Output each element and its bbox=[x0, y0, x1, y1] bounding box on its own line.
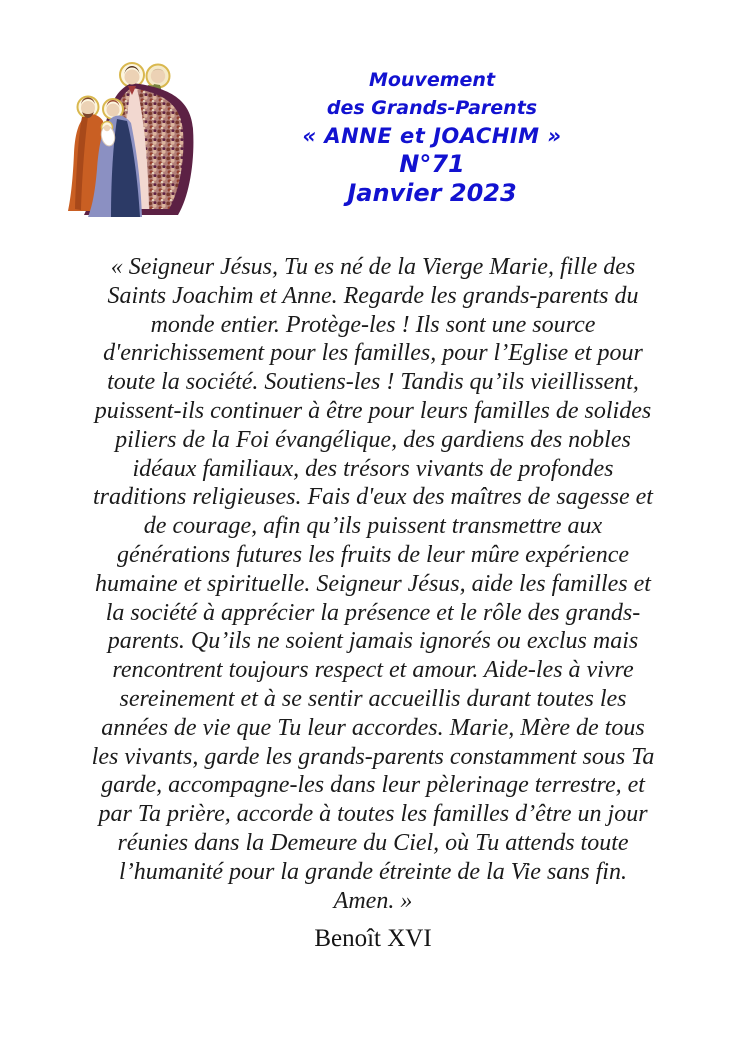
masthead-line-anne-joachim: « ANNE et JOACHIM » bbox=[302, 124, 562, 148]
prayer-line: l’humanité pour la grande étreinte de la Vie sans fin. bbox=[119, 858, 627, 885]
prayer-line: d'enrichissement pour les familles, pour l’Eglise et pour bbox=[103, 340, 643, 367]
prayer-line: monde entier. Protège-les ! Ils sont une source bbox=[150, 311, 596, 338]
prayer-line: « Seigneur Jésus, Tu es né de la Vierge Marie, fille des bbox=[110, 254, 636, 280]
prayer-line: de courage, afin qu’ils puissent transmettre aux bbox=[143, 513, 603, 540]
prayer-line: années de vie que Tu leur accordes. Marie, Mère de tous bbox=[101, 714, 645, 741]
prayer-line: les vivants, garde les grands-parents constamment sous Ta bbox=[91, 743, 655, 770]
prayer-line: traditions religieuses. Fais d'eux des maîtres de sagesse et bbox=[93, 484, 653, 511]
saints-family-illustration-graphic bbox=[58, 57, 228, 222]
prayer-line: réunies dans la Demeure du Ciel, où Tu attends toute bbox=[117, 829, 629, 856]
prayer-line: idéaux familiaux, des trésors vivants de profondes bbox=[132, 455, 614, 482]
prayer-line: parents. Qu’ils ne soient jamais ignorés ou exclus mais bbox=[107, 628, 639, 655]
prayer-line: toute la société. Soutiens-les ! Tandis qu’ils vieillissent, bbox=[107, 369, 639, 396]
prayer-text bbox=[0, 253, 746, 915]
prayer-line: Amen. » bbox=[333, 887, 413, 914]
prayer-line: générations futures les fruits de leur mûre expérience bbox=[116, 541, 630, 568]
saints-family-illustration bbox=[58, 57, 228, 222]
prayer-line: piliers de la Foi évangélique, des gardiens des nobles bbox=[115, 426, 631, 453]
masthead-line-issue-number: N°71 bbox=[399, 150, 465, 178]
prayer-line: sereinement et à se sentir accueillis durant toutes les bbox=[119, 685, 627, 712]
prayer-line: la société à apprécier la présence et le rôle des grands- bbox=[105, 599, 641, 626]
prayer-line: garde, accompagne-les dans leur pèlerinage terrestre, et bbox=[101, 772, 645, 799]
signature-author: Benoît XVI bbox=[314, 925, 432, 952]
prayer-line: puissent-ils continuer à être pour leurs familles de solides bbox=[94, 397, 652, 424]
masthead-line-grandparents: des Grands-Parents bbox=[326, 97, 538, 119]
masthead bbox=[287, 66, 577, 208]
prayer-line: Saints Joachim et Anne. Regarde les grands-parents du bbox=[107, 282, 639, 309]
prayer-line: humaine et spirituelle. Seigneur Jésus, aide les familles et bbox=[95, 570, 651, 597]
masthead-line-movement: Mouvement bbox=[368, 69, 496, 91]
prayer-line: rencontrent toujours respect et amour. Aide-les à vivre bbox=[112, 657, 634, 684]
masthead-line-date: Janvier 2023 bbox=[347, 179, 517, 207]
prayer-line: par Ta prière, accorde à toutes les familles d’être un jour bbox=[98, 801, 648, 828]
